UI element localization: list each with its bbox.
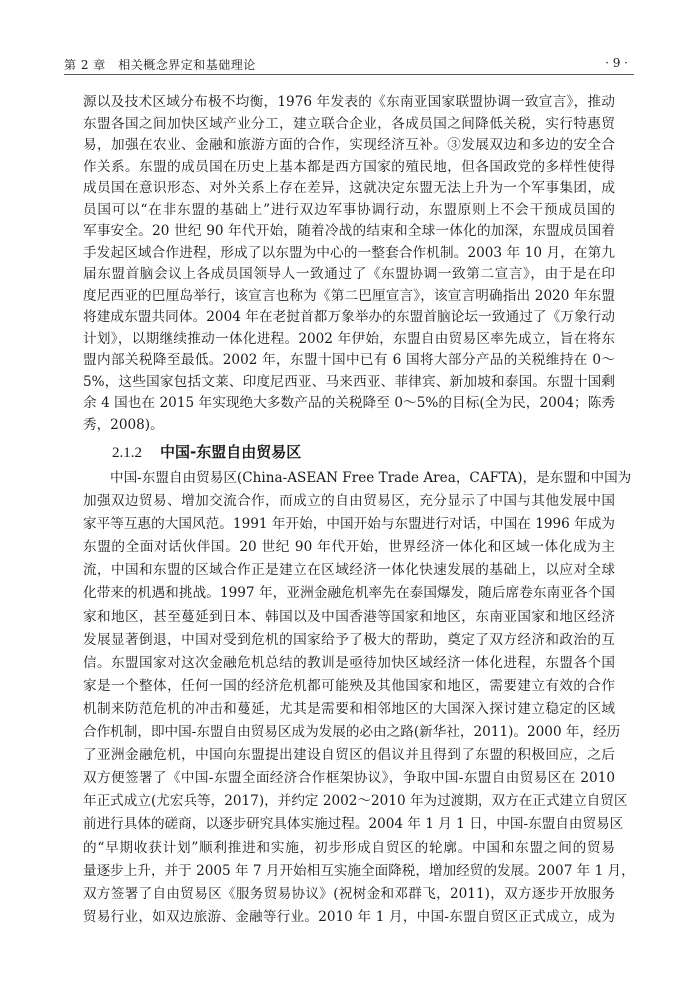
section-title: 中国-东盟自由贸易区 <box>160 443 302 461</box>
text-line: 东盟的全面对话伙伴国。20 世纪 90 年代开始，世界经济一体化和区域一体化成为主 <box>83 539 615 556</box>
body-paragraph-2 <box>83 467 635 929</box>
text-line: 信。东盟国家对这次金融危机总结的教训是亟待加快区域经济一体化进程，东盟各个国 <box>83 654 615 671</box>
text-line: 成员国在意识形态、对外关系上存在差异，这就决定东盟无法上升为一个军事集团，成 <box>83 180 615 196</box>
text-line: 的“早期收获计划”顺利推进和实施，初步形成自贸区的轮廓。中国和东盟之间的贸易 <box>83 839 615 856</box>
text-line: 量逐步上升，并于 2005 年 7 月开始相互实施全面降税，增加经贸的发展。2007 年 1 月， <box>83 862 635 879</box>
body-paragraph-1 <box>83 92 615 436</box>
text-line: 军事安全。20 世纪 90 年代开始，随着冷战的结束和全球一体化的加深，东盟成员国着 <box>83 223 615 239</box>
text-line: 机制来防范危机的冲击和蔓延，尤其是需要和相邻地区的大国深入探讨建立稳定的区域 <box>83 700 615 717</box>
text-line: 届东盟首脑会议上各成员国领导人一致通过了《东盟协调一致第二宣言》，由于是在印 <box>83 266 615 282</box>
text-line: 化带来的机遇和挑战。1997 年，亚洲金融危机率先在泰国爆发，随后席卷东南亚各个国 <box>83 585 615 602</box>
text-line: 余 4 国也在 2015 年实现绝大多数产品的关税降至 0～5%的目标(全为民，2004；陈秀 <box>83 395 615 411</box>
running-header <box>64 54 634 75</box>
text-line: 双方便签署了《中国-东盟全面经济合作框架协议》，争取中国-东盟自由贸易区在 2010 <box>83 770 615 787</box>
text-line: 秀，2008)。 <box>83 416 164 433</box>
text-line: 家平等互惠的大国风范。1991 年开始，中国开始与东盟进行对话，中国在 1996 年成为 <box>83 516 615 533</box>
text-line: 将建成东盟共同体。2004 年在老挝首都万象举办的东盟首脑论坛一致通过了《万象行动 <box>83 309 615 325</box>
text-line: 流，中国和东盟的区域合作正是建立在区域经济一体化快速发展的基础上，以应对全球 <box>83 562 615 579</box>
text-line: 发展显著倒退，中国对受到危机的国家给予了极大的帮助，奠定了双方经济和政治的互 <box>83 631 615 648</box>
text-line: 源以及技术区域分布极不均衡，1976 年发表的《东南亚国家联盟协调一致宣言》，推动 <box>83 94 615 110</box>
text-line: 作关系。东盟的成员国在历史上基本都是西方国家的殖民地，但各国政党的多样性使得 <box>83 158 615 175</box>
text-line: 员国可以“在非东盟的基础上”进行双边军事协调行动，东盟原则上不会干预成员国的 <box>83 201 615 218</box>
text-line: 前进行具体的磋商，以逐步研究具体实施过程。2004 年 1 月 1 日，中国-东盟自由贸易区 <box>83 816 624 833</box>
page-number: · 9 · <box>605 56 628 70</box>
text-line: 中国-东盟自由贸易区(China-ASEAN Free Trade Area，CAFTA)，是东盟和中国为 <box>110 470 632 486</box>
text-line: 5%，这些国家包括文莱、印度尼西亚、马来西亚、菲律宾、新加坡和泰国。东盟十国剩 <box>83 373 615 390</box>
text-line: 手发起区域合作进程，形成了以东盟为中心的一整套合作机制。2003 年 10 月，在第九 <box>83 244 615 261</box>
text-line: 加强双边贸易、增加交流合作，而成立的自由贸易区，充分显示了中国与其他发展中国 <box>83 493 615 510</box>
text-line: 贸易行业，如双边旅游、金融等行业。2010 年 1 月，中国-东盟自贸区正式成立，成为 <box>83 908 615 925</box>
text-line: 东盟各国之间加快区域产业分工，建立联合企业，各成员国之间降低关税，实行特惠贸 <box>83 115 615 132</box>
text-line: 合作机制，即中国-东盟自由贸易区成为发展的必由之路(新华社，2011)。2000 年，经历 <box>83 724 621 741</box>
text-line: 度尼西亚的巴厘岛举行，该宣言也称为《第二巴厘宣言》，该宣言明确指出 2020 年东盟 <box>83 287 615 304</box>
text-line: 年正式成立(尤宏兵等，2017)，并约定 2002～2010 年为过渡期，双方在正式建立自贸区 <box>83 793 628 810</box>
text-line: 了亚洲金融危机，中国向东盟提出建设自贸区的倡议并且得到了东盟的积极回应，之后 <box>83 747 615 764</box>
text-line: 计划》，以期继续推动一体化进程。2002 年伊始，东盟自由贸易区率先成立，旨在将东 <box>83 330 615 347</box>
section-heading <box>112 441 301 463</box>
text-line: 双方签署了自由贸易区《服务贸易协议》(祝树金和邓群飞，2011)，双方逐步开放服务 <box>83 885 615 902</box>
text-line: 家是一个整体，任何一国的经济危机都可能殃及其他国家和地区，需要建立有效的合作 <box>83 677 615 694</box>
chapter-title: 第 2 章 相关概念界定和基础理论 <box>64 58 256 72</box>
text-line: 家和地区，甚至蔓延到日本、韩国以及中国香港等国家和地区，东南亚国家和地区经济 <box>83 608 615 625</box>
text-line: 盟内部关税降至最低。2002 年，东盟十国中已有 6 国将大部分产品的关税维持在 0～ <box>83 352 615 368</box>
section-number: 2.1.2 <box>112 445 142 461</box>
text-line: 易，加强在农业、金融和旅游方面的合作，实现经济互补。③发展双边和多边的安全合 <box>83 137 615 153</box>
